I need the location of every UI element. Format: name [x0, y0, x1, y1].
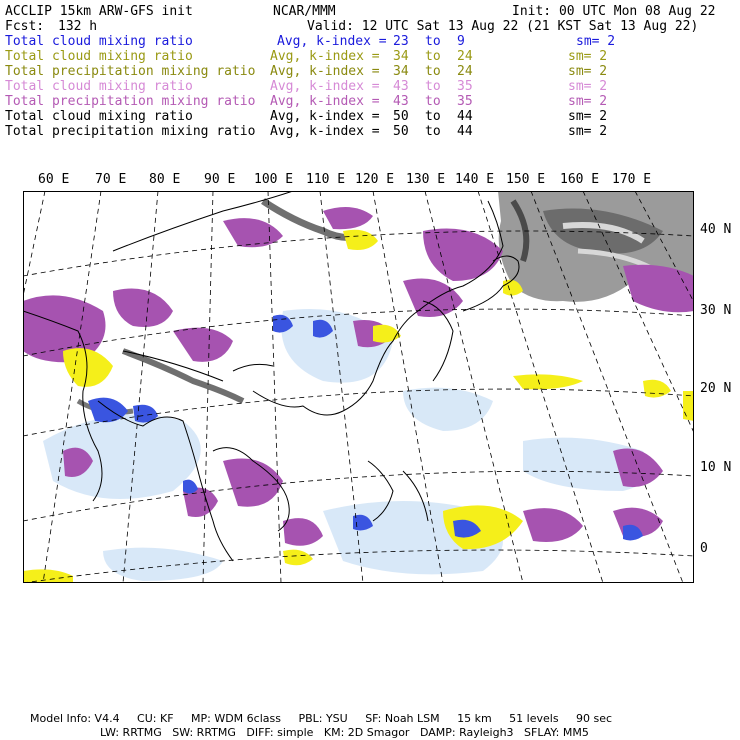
field-k-from: 50	[393, 109, 409, 124]
field-k-to: 44	[457, 109, 473, 124]
field-k-from: 50	[393, 124, 409, 139]
lat-label: 40 N	[700, 222, 732, 237]
org-label: NCAR/MMM	[273, 4, 336, 19]
forecast-map	[23, 191, 694, 583]
field-smoothing: sm= 2	[568, 109, 608, 124]
lat-label: 10 N	[700, 460, 732, 475]
lon-label: 160 E	[560, 172, 600, 187]
field-name: Total cloud mixing ratio	[5, 34, 193, 49]
field-smoothing: sm= 2	[568, 124, 608, 139]
field-smoothing: sm= 2	[568, 79, 608, 94]
field-name: Total precipitation mixing ratio	[5, 64, 256, 79]
lon-label: 80 E	[149, 172, 181, 187]
field-avg-label: Avg, k-index =	[270, 49, 380, 64]
lon-label: 90 E	[204, 172, 236, 187]
field-k-to: 24	[457, 49, 473, 64]
init-time: Init: 00 UTC Mon 08 Aug 22	[512, 4, 716, 19]
lon-label: 170 E	[612, 172, 652, 187]
field-smoothing: sm= 2	[568, 49, 608, 64]
field-k-to-word: to	[425, 109, 441, 124]
field-avg-label: Avg, k-index =	[270, 109, 380, 124]
field-smoothing: sm= 2	[568, 94, 608, 109]
field-k-to: 35	[457, 79, 473, 94]
field-k-to: 9	[457, 34, 465, 49]
field-name: Total cloud mixing ratio	[5, 109, 193, 124]
field-k-to-word: to	[425, 94, 441, 109]
lon-label: 150 E	[506, 172, 546, 187]
field-k-from: 34	[393, 49, 409, 64]
field-k-to: 35	[457, 94, 473, 109]
lon-label: 70 E	[95, 172, 127, 187]
field-avg-label: Avg, k-index =	[270, 79, 380, 94]
model-info-line1: Model Info: V4.4 CU: KF MP: WDM 6class PBL: YSU SF: Noah LSM 15 km 51 levels 90 sec	[30, 712, 613, 725]
field-k-from: 23	[393, 34, 409, 49]
field-k-to: 44	[457, 124, 473, 139]
lat-label: 0	[700, 541, 708, 556]
field-k-to-word: to	[425, 49, 441, 64]
lat-label: 20 N	[700, 381, 732, 396]
valid-time: Valid: 12 UTC Sat 13 Aug 22 (21 KST Sat 13 Aug 22)	[307, 19, 699, 34]
forecast-label: Fcst:	[5, 19, 45, 34]
field-k-to-word: to	[425, 124, 441, 139]
field-k-to-word: to	[425, 64, 441, 79]
field-k-to-word: to	[425, 34, 441, 49]
field-name: Total precipitation mixing ratio	[5, 94, 256, 109]
lon-label: 100 E	[254, 172, 294, 187]
field-name: Total cloud mixing ratio	[5, 79, 193, 94]
field-k-from: 34	[393, 64, 409, 79]
field-avg-label: Avg, k-index =	[277, 34, 387, 49]
lat-label: 30 N	[700, 303, 732, 318]
field-smoothing: sm= 2	[568, 64, 608, 79]
plot-title: ACCLIP 15km ARW-GFS init	[5, 4, 193, 19]
lon-label: 130 E	[406, 172, 446, 187]
field-smoothing: sm= 2	[576, 34, 616, 49]
field-k-from: 43	[393, 94, 409, 109]
field-name: Total precipitation mixing ratio	[5, 124, 256, 139]
lon-label: 110 E	[306, 172, 346, 187]
field-avg-label: Avg, k-index =	[270, 124, 380, 139]
field-k-from: 43	[393, 79, 409, 94]
field-k-to-word: to	[425, 79, 441, 94]
field-name: Total cloud mixing ratio	[5, 49, 193, 64]
lon-label: 120 E	[355, 172, 395, 187]
field-avg-label: Avg, k-index =	[270, 94, 380, 109]
field-k-to: 24	[457, 64, 473, 79]
model-info-line2: LW: RRTMG SW: RRTMG DIFF: simple KM: 2D Smagor DAMP: Rayleigh3 SFLAY: MM5	[100, 726, 589, 739]
forecast-hour: 132 h	[58, 19, 98, 34]
field-avg-label: Avg, k-index =	[270, 64, 380, 79]
lon-label: 140 E	[455, 172, 495, 187]
lon-label: 60 E	[38, 172, 70, 187]
